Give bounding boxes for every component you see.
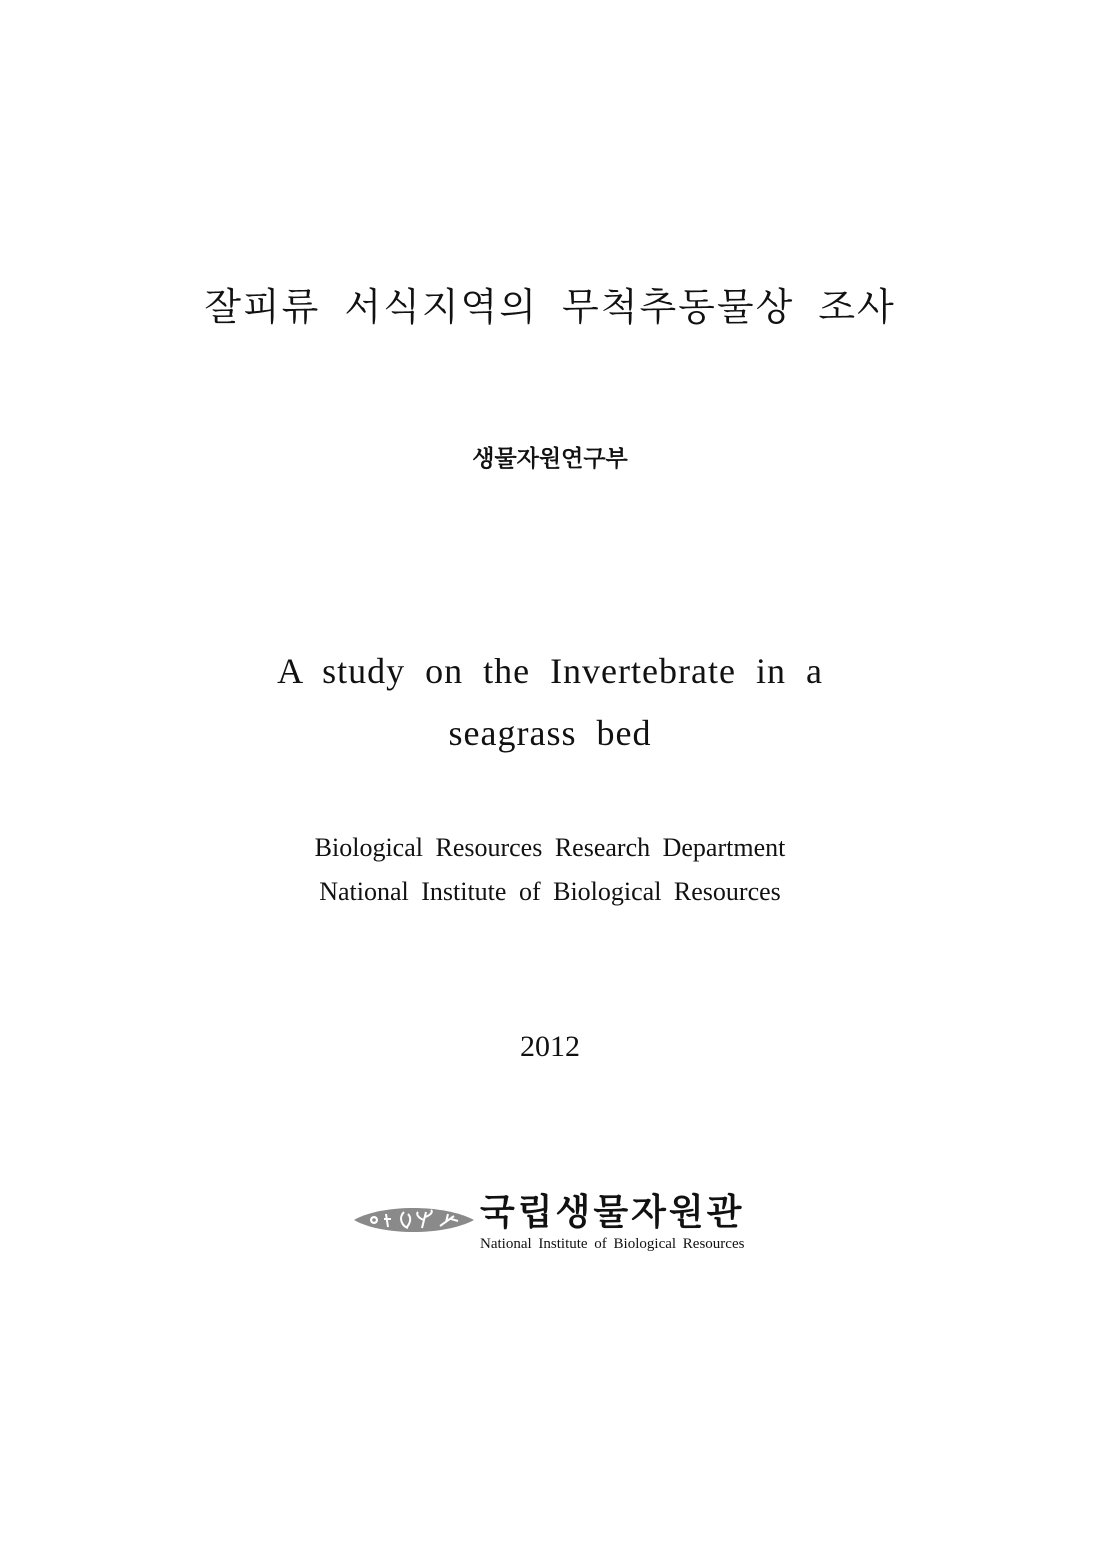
affiliation <box>0 826 1100 914</box>
english-title <box>0 640 1100 764</box>
affiliation-department: Biological Resources Research Department <box>314 833 786 862</box>
english-title-line-2: seagrass bed <box>448 713 652 753</box>
publication-year: 2012 <box>520 1030 580 1063</box>
affiliation-institute: National Institute of Biological Resources <box>319 877 781 906</box>
institute-logo <box>352 1184 772 1264</box>
leaf-emblem-icon <box>352 1202 476 1238</box>
institute-name-english: National Institute of Biological Resources <box>480 1236 745 1252</box>
korean-department: 생물자원연구부 <box>472 446 628 472</box>
institute-name-korean: 국립생물자원관 <box>480 1192 745 1233</box>
korean-title: 잘피류 서식지역의 무척추동물상 조사 <box>204 285 896 329</box>
english-title-line-1: A study on the Invertebrate in a <box>277 651 823 691</box>
